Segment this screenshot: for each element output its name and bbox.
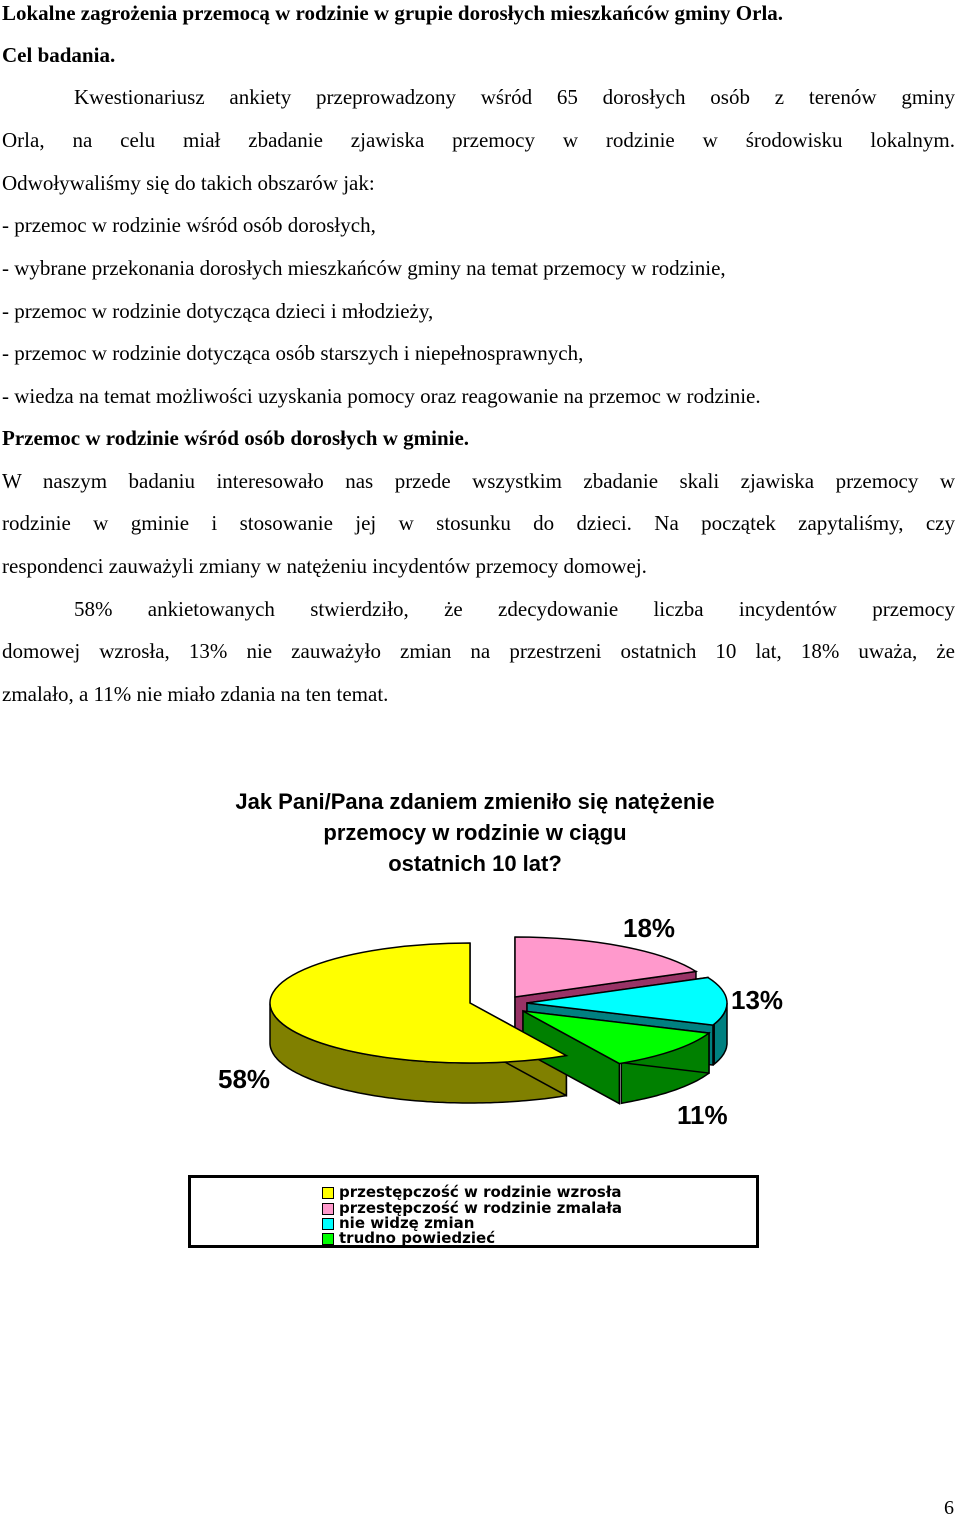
list-item: - przemoc w rodzinie wśród osób dorosłych, (2, 213, 376, 237)
paragraph-line: rodzinie w gminie i stosowanie jej w stosunku do dzieci. Na początek zapytaliśmy, czy (2, 511, 955, 535)
legend-item (339, 1230, 495, 1246)
legend-swatch (322, 1187, 334, 1199)
legend-swatch (322, 1203, 334, 1215)
legend-label: trudno powiedzieć (339, 1229, 496, 1247)
paragraph-line: Kwestionariusz ankiety przeprowadzony wśród 65 dorosłych osób z terenów gminy (74, 85, 955, 109)
legend-item (339, 1184, 622, 1200)
legend-swatch (322, 1233, 334, 1245)
data-label: 13% (731, 985, 784, 1015)
chart-legend (188, 1175, 759, 1248)
section-title-goal: Cel badania. (2, 43, 116, 67)
list-item: - wiedza na temat możliwości uzyskania pomocy oraz reagowanie na przemoc w rodzinie. (2, 384, 761, 408)
paragraph-line: respondenci zauważyli zmiany w natężeniu incydentów przemocy domowej. (2, 554, 647, 578)
list-item: - przemoc w rodzinie dotycząca dzieci i młodzieży, (2, 299, 434, 323)
paragraph-line: zmalało, a 11% nie miało zdania na ten temat. (2, 682, 389, 706)
paragraph-line: Odwoływaliśmy się do takich obszarów jak: (2, 171, 375, 195)
legend-swatch (322, 1218, 334, 1230)
data-label: 58% (218, 1064, 271, 1094)
legend-label: przestępczość w rodzinie zmalała (339, 1199, 623, 1217)
chart-title-line: ostatnich 10 lat? (388, 851, 562, 876)
chart-title-line: przemocy w rodzinie w ciągu (323, 820, 627, 845)
section-title-violence: Przemoc w rodzinie wśród osób dorosłych w gminie. (2, 426, 470, 450)
paragraph-line: W naszym badaniu interesowało nas przede wszystkim zbadanie skali zjawiska przemocy w (2, 469, 955, 493)
data-label: 18% (623, 913, 676, 943)
paragraph-line: Orla, na celu miał zbadanie zjawiska przemocy w rodzinie w środowisku lokalnym. (2, 128, 955, 152)
list-item: - przemoc w rodzinie dotycząca osób starszych i niepełnosprawnych, (2, 341, 584, 365)
chart-title-line: Jak Pani/Pana zdaniem zmieniło się natężenie (235, 789, 715, 814)
document-heading: Lokalne zagrożenia przemocą w rodzinie w grupie dorosłych mieszkańców gminy Orla. (2, 1, 784, 25)
data-label: 11% (677, 1100, 728, 1130)
legend-label: przestępczość w rodzinie wzrosła (339, 1183, 622, 1201)
paragraph-line: 58% ankietowanych stwierdziło, że zdecydowanie liczba incydentów przemocy (74, 597, 955, 621)
legend-label: nie widzę zmian (339, 1214, 475, 1232)
paragraph-line: domowej wzrosła, 13% nie zauważyło zmian na przestrzeni ostatnich 10 lat, 18% uważa, że (2, 639, 955, 663)
page-number: 6 (944, 1497, 954, 1519)
list-item: - wybrane przekonania dorosłych mieszkańców gminy na temat przemocy w rodzinie, (2, 256, 726, 280)
